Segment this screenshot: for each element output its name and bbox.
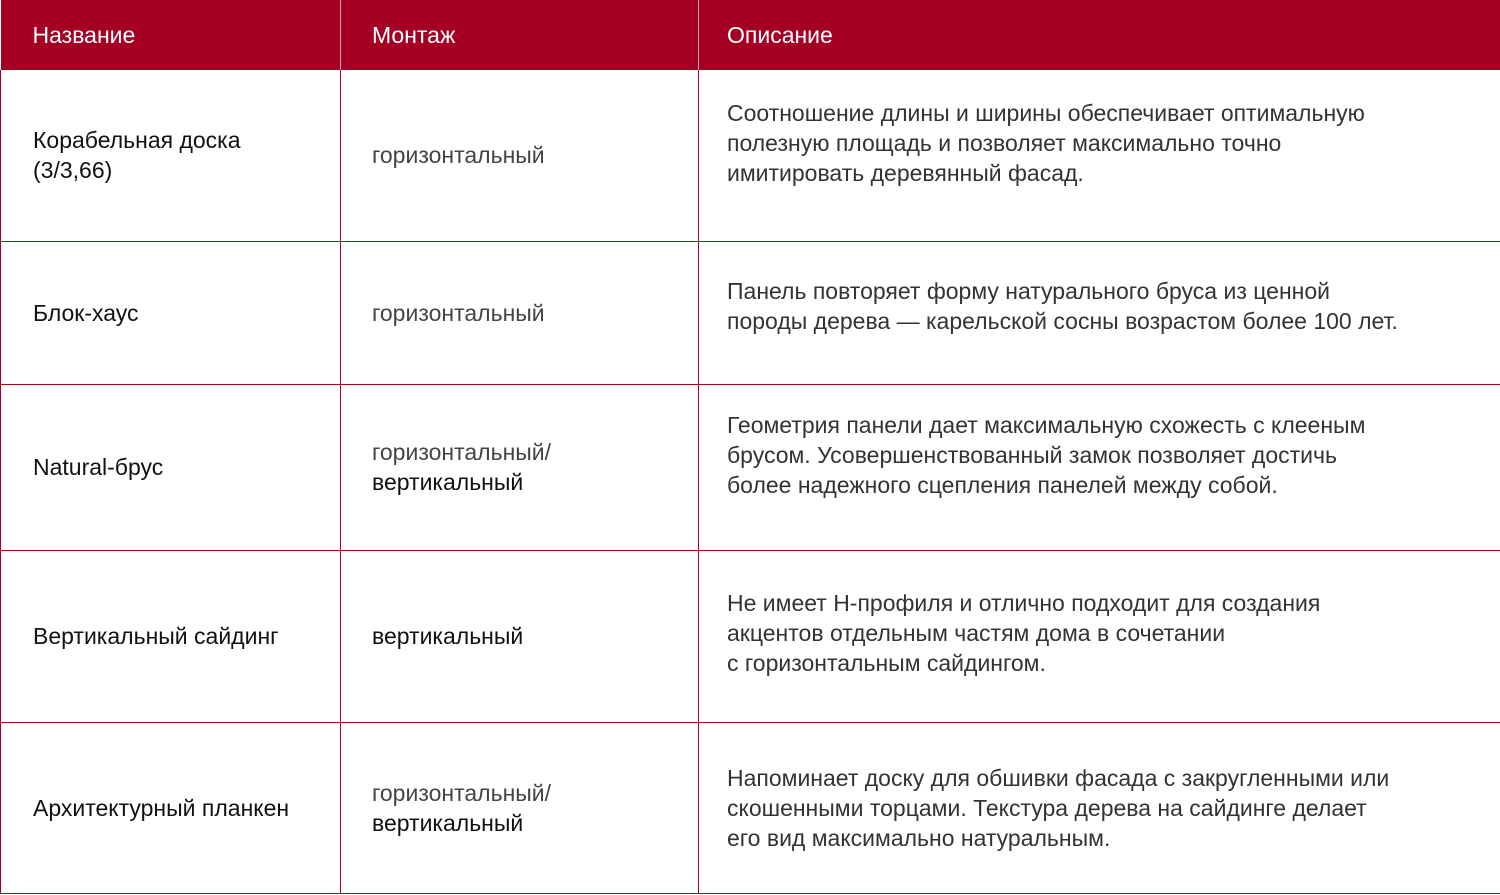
cell-description [699, 384, 1500, 550]
description-line: Соотношение длины и ширины обеспечивает оптимальную [727, 100, 1365, 127]
mount-line: горизонтальный [372, 142, 545, 169]
mount-line: горизонтальный [372, 299, 545, 326]
description-line: полезную площадь и позволяет максимально точно [727, 130, 1282, 157]
mount-line: вертикальный [372, 809, 524, 836]
table-row [1, 550, 1500, 722]
table-row [1, 384, 1500, 550]
header-row [1, 0, 1500, 70]
cell-description [699, 70, 1500, 241]
cell-mount [341, 550, 699, 722]
name-line: Вертикальный сайдинг [33, 623, 279, 649]
column-header-name: Название [1, 0, 341, 70]
mount-line: вертикальный [372, 469, 524, 495]
cell-mount [341, 384, 699, 550]
table-header [1, 0, 1500, 70]
name-line: Natural-брус [33, 454, 164, 480]
cell-name [1, 241, 341, 384]
mount-line: вертикальный [372, 623, 524, 649]
description-line: Геометрия панели дает максимальную схожесть с клееным [727, 412, 1366, 438]
cell-name [1, 550, 341, 722]
cell-description [699, 722, 1500, 893]
table-row [1, 70, 1500, 241]
cell-name [1, 722, 341, 893]
description-line: Напоминает доску для обшивки фасада с закругленными или [727, 764, 1390, 791]
description-line: его вид максимально натуральным. [727, 824, 1111, 851]
column-header-description: Описание [727, 21, 833, 48]
cell-description [699, 550, 1500, 722]
description-line: породы дерева — карельской сосны возрастом более 100 лет. [727, 307, 1398, 334]
table-row [1, 241, 1500, 384]
cell-name [1, 384, 341, 550]
name-line: Архитектурный планкен [33, 794, 290, 821]
mount-line: горизонтальный/ [372, 439, 552, 465]
name-line: (3/3,66) [33, 157, 113, 184]
column-header-mount: Монтаж [341, 0, 699, 70]
description-line: Панель повторяет форму натурального бруса из ценной [727, 277, 1331, 304]
name-line: Корабельная доска [33, 127, 241, 154]
description-line: с горизонтальным сайдингом. [727, 650, 1046, 676]
cell-mount [341, 70, 699, 241]
description-line: более надежного сцепления панелей между собой. [727, 472, 1278, 498]
description-line: Не имеет H-профиля и отлично подходит для создания [727, 590, 1321, 616]
mount-line: горизонтальный/ [372, 779, 552, 806]
table-body [1, 70, 1500, 893]
name-line: Блок-хаус [33, 299, 139, 326]
cell-mount [341, 241, 699, 384]
cell-mount [341, 722, 699, 893]
description-line: акцентов отдельным частям дома в сочетании [727, 620, 1226, 646]
table-row [1, 722, 1500, 893]
description-line: скошенными торцами. Текстура дерева на сайдинге делает [727, 794, 1367, 821]
description-line: имитировать деревянный фасад. [727, 160, 1084, 187]
description-line: брусом. Усовершенствованный замок позволяет достичь [727, 442, 1337, 468]
cell-description [699, 241, 1500, 384]
cell-name [1, 70, 341, 241]
